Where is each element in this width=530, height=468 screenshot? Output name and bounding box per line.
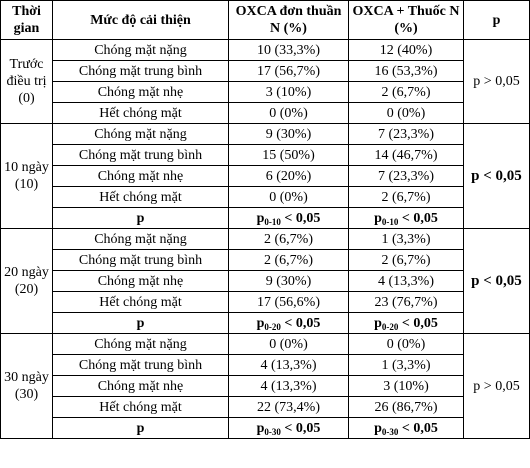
table-row bbox=[1, 334, 530, 355]
group2-cell: 1 (3,3%) bbox=[349, 355, 464, 376]
level-cell: Chóng mặt trung bình bbox=[53, 250, 229, 271]
table-row bbox=[1, 103, 530, 124]
table-row bbox=[1, 271, 530, 292]
group2-cell: 26 (86,7%) bbox=[349, 397, 464, 418]
group2-cell: 2 (6,7%) bbox=[349, 187, 464, 208]
p-value: p < 0,05 bbox=[464, 229, 530, 334]
group2-cell: 2 (6,7%) bbox=[349, 250, 464, 271]
level-cell: Chóng mặt nhẹ bbox=[53, 82, 229, 103]
group2-cell: 16 (53,3%) bbox=[349, 61, 464, 82]
table-row bbox=[1, 124, 530, 145]
level-cell: Chóng mặt trung bình bbox=[53, 145, 229, 166]
p-row-label: p bbox=[53, 418, 229, 439]
level-cell: Hết chóng mặt bbox=[53, 103, 229, 124]
group2-cell: 12 (40%) bbox=[349, 40, 464, 61]
level-cell: Chóng mặt nhẹ bbox=[53, 376, 229, 397]
table-row bbox=[1, 250, 530, 271]
header-group1: OXCA đơn thuần N (%) bbox=[229, 1, 349, 40]
table-row bbox=[1, 187, 530, 208]
level-cell: Chóng mặt nhẹ bbox=[53, 271, 229, 292]
group1-cell: 9 (30%) bbox=[229, 124, 349, 145]
level-cell: Chóng mặt nặng bbox=[53, 334, 229, 355]
level-cell: Hết chóng mặt bbox=[53, 292, 229, 313]
p-row-group1: $p_{0-30} < 0,05$ bbox=[229, 418, 349, 439]
p-row-label: p bbox=[53, 208, 229, 229]
group2-cell: 23 (76,7%) bbox=[349, 292, 464, 313]
group2-cell: 1 (3,3%) bbox=[349, 229, 464, 250]
p-row-group2: $p_{0-20} < 0,05$ bbox=[349, 313, 464, 334]
table-row bbox=[1, 397, 530, 418]
level-cell: Chóng mặt nặng bbox=[53, 40, 229, 61]
header-level: Mức độ cải thiện bbox=[53, 1, 229, 40]
group1-cell: 2 (6,7%) bbox=[229, 250, 349, 271]
group1-cell: 6 (20%) bbox=[229, 166, 349, 187]
group2-cell: 14 (46,7%) bbox=[349, 145, 464, 166]
p-value: p < 0,05 bbox=[464, 124, 530, 229]
group1-cell: 2 (6,7%) bbox=[229, 229, 349, 250]
group1-cell: 9 (30%) bbox=[229, 271, 349, 292]
group2-cell: 0 (0%) bbox=[349, 103, 464, 124]
group2-cell: 2 (6,7%) bbox=[349, 82, 464, 103]
p-row-group2: $p_{0-10} < 0,05$ bbox=[349, 208, 464, 229]
header-p: p bbox=[464, 1, 530, 40]
level-cell: Chóng mặt nặng bbox=[53, 124, 229, 145]
level-cell: Chóng mặt nhẹ bbox=[53, 166, 229, 187]
header-time: Thời gian bbox=[1, 1, 53, 40]
table-row bbox=[1, 292, 530, 313]
group1-cell: 22 (73,4%) bbox=[229, 397, 349, 418]
p-row bbox=[1, 418, 530, 439]
group2-cell: 4 (13,3%) bbox=[349, 271, 464, 292]
group2-cell: 3 (10%) bbox=[349, 376, 464, 397]
table-row bbox=[1, 145, 530, 166]
p-row-group2: $p_{0-30} < 0,05$ bbox=[349, 418, 464, 439]
p-row-group1: $p_{0-20} < 0,05$ bbox=[229, 313, 349, 334]
p-row-label: p bbox=[53, 313, 229, 334]
time-label: 30 ngày (30) bbox=[1, 334, 53, 439]
table-row bbox=[1, 82, 530, 103]
group2-cell: 7 (23,3%) bbox=[349, 166, 464, 187]
level-cell: Chóng mặt trung bình bbox=[53, 355, 229, 376]
group1-cell: 0 (0%) bbox=[229, 187, 349, 208]
group1-cell: 10 (33,3%) bbox=[229, 40, 349, 61]
p-row bbox=[1, 313, 530, 334]
p-row-group1: $p_{0-10} < 0,05$ bbox=[229, 208, 349, 229]
group1-cell: 15 (50%) bbox=[229, 145, 349, 166]
p-value: p > 0,05 bbox=[464, 40, 530, 124]
header-group2: OXCA + Thuốc N (%) bbox=[349, 1, 464, 40]
table-row bbox=[1, 355, 530, 376]
time-label: 20 ngày (20) bbox=[1, 229, 53, 334]
table-row bbox=[1, 376, 530, 397]
level-cell: Chóng mặt nặng bbox=[53, 229, 229, 250]
p-row bbox=[1, 208, 530, 229]
time-label: Trước điều trị (0) bbox=[1, 40, 53, 124]
group1-cell: 0 (0%) bbox=[229, 334, 349, 355]
table-row bbox=[1, 61, 530, 82]
group1-cell: 4 (13,3%) bbox=[229, 376, 349, 397]
level-cell: Hết chóng mặt bbox=[53, 187, 229, 208]
group1-cell: 17 (56,6%) bbox=[229, 292, 349, 313]
table-row bbox=[1, 40, 530, 61]
group2-cell: 7 (23,3%) bbox=[349, 124, 464, 145]
group1-cell: 0 (0%) bbox=[229, 103, 349, 124]
table-row bbox=[1, 166, 530, 187]
group1-cell: 3 (10%) bbox=[229, 82, 349, 103]
group2-cell: 0 (0%) bbox=[349, 334, 464, 355]
p-value: p > 0,05 bbox=[464, 334, 530, 439]
group1-cell: 4 (13,3%) bbox=[229, 355, 349, 376]
group1-cell: 17 (56,7%) bbox=[229, 61, 349, 82]
level-cell: Hết chóng mặt bbox=[53, 397, 229, 418]
table-row bbox=[1, 229, 530, 250]
level-cell: Chóng mặt trung bình bbox=[53, 61, 229, 82]
time-label: 10 ngày (10) bbox=[1, 124, 53, 229]
